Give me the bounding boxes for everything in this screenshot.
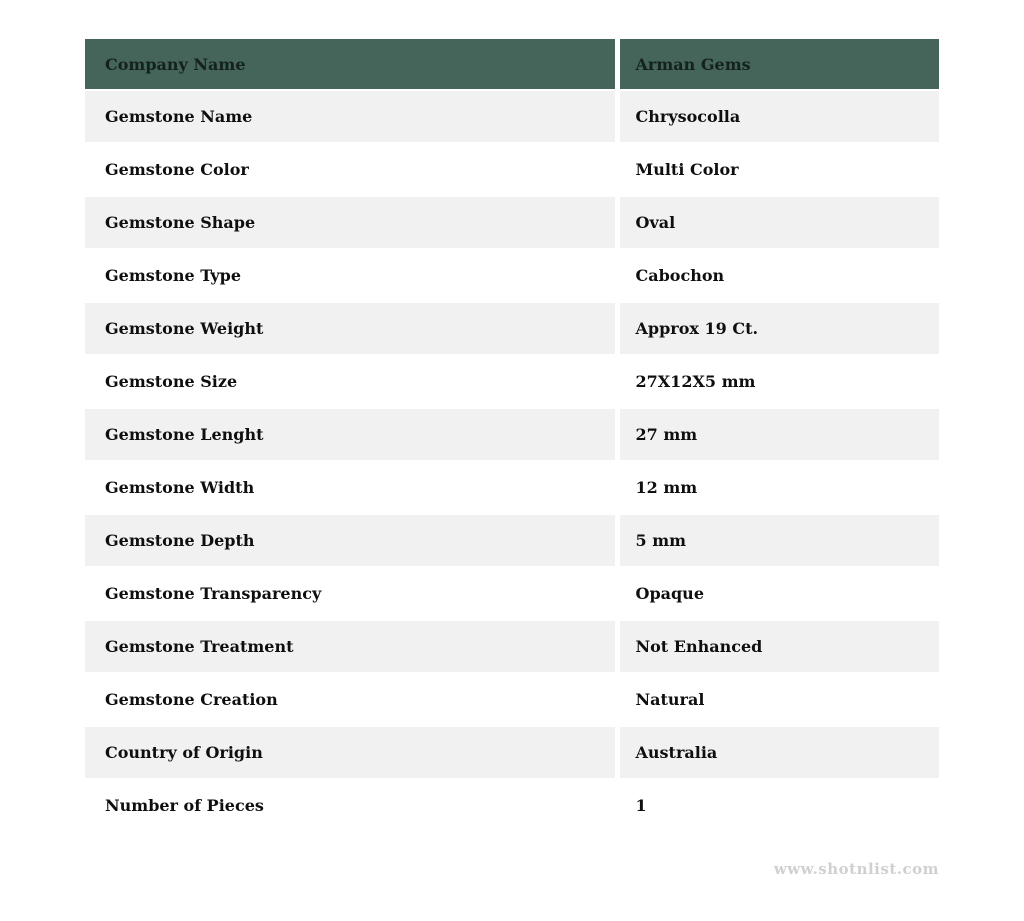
spec-value: Not Enhanced — [617, 620, 939, 673]
spec-row-gemstone-depth — [85, 514, 939, 567]
spec-value: Natural — [617, 673, 939, 726]
spec-value: Chrysocolla — [617, 90, 939, 143]
spec-label: Gemstone Width — [85, 461, 617, 514]
table-header — [85, 39, 939, 90]
spec-label: Gemstone Treatment — [85, 620, 617, 673]
spec-label: Gemstone Lenght — [85, 408, 617, 461]
spec-row-gemstone-size — [85, 355, 939, 408]
spec-value: 5 mm — [617, 514, 939, 567]
header-company-name-label: Company Name — [85, 39, 617, 90]
header-company-name-value: Arman Gems — [617, 39, 939, 90]
spec-row-gemstone-transparency — [85, 567, 939, 620]
spec-label: Gemstone Shape — [85, 196, 617, 249]
spec-label: Gemstone Depth — [85, 514, 617, 567]
spec-value: 1 — [617, 779, 939, 832]
spec-value: Australia — [617, 726, 939, 779]
header-row — [85, 39, 939, 90]
spec-label: Number of Pieces — [85, 779, 617, 832]
watermark-text: www.shotnlist.com — [773, 860, 939, 878]
spec-label: Gemstone Transparency — [85, 567, 617, 620]
spec-row-gemstone-name — [85, 90, 939, 143]
spec-label: Gemstone Type — [85, 249, 617, 302]
spec-label: Gemstone Color — [85, 143, 617, 196]
spec-row-gemstone-weight — [85, 302, 939, 355]
spec-row-country-of-origin — [85, 726, 939, 779]
spec-label: Gemstone Weight — [85, 302, 617, 355]
spec-value: Cabochon — [617, 249, 939, 302]
spec-value: Approx 19 Ct. — [617, 302, 939, 355]
spec-row-gemstone-width — [85, 461, 939, 514]
spec-value: 12 mm — [617, 461, 939, 514]
spec-row-gemstone-creation — [85, 673, 939, 726]
gemstone-spec-sheet — [85, 39, 939, 878]
spec-label: Country of Origin — [85, 726, 617, 779]
spec-value: Opaque — [617, 567, 939, 620]
spec-value: Oval — [617, 196, 939, 249]
spec-label: Gemstone Size — [85, 355, 617, 408]
spec-row-gemstone-color — [85, 143, 939, 196]
spec-row-gemstone-treatment — [85, 620, 939, 673]
gemstone-spec-table — [85, 39, 939, 833]
spec-value: 27X12X5 mm — [617, 355, 939, 408]
spec-value: 27 mm — [617, 408, 939, 461]
spec-label: Gemstone Creation — [85, 673, 617, 726]
table-body — [85, 90, 939, 832]
spec-label: Gemstone Name — [85, 90, 617, 143]
spec-row-number-of-pieces — [85, 779, 939, 832]
spec-row-gemstone-lenght — [85, 408, 939, 461]
spec-row-gemstone-type — [85, 249, 939, 302]
spec-row-gemstone-shape — [85, 196, 939, 249]
spec-value: Multi Color — [617, 143, 939, 196]
